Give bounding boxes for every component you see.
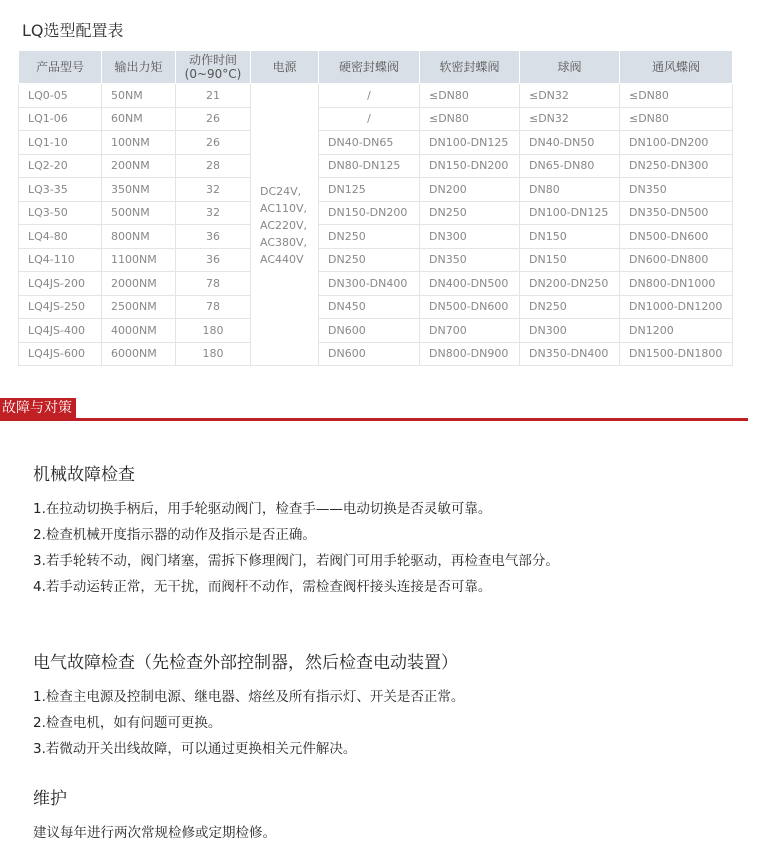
- cell-model: LQ3-50: [19, 201, 102, 225]
- cell-model: LQ0-05: [19, 84, 102, 108]
- table-row: [19, 225, 733, 249]
- table-row: [19, 295, 733, 319]
- cell-action-time: 28: [176, 154, 251, 178]
- cell-soft-seal: ≤DN80: [420, 107, 520, 131]
- table-header-row: [19, 51, 733, 84]
- table-row: [19, 342, 733, 366]
- table-row: [19, 107, 733, 131]
- power-line: AC220V,: [260, 219, 308, 232]
- cell-model: LQ4-80: [19, 225, 102, 249]
- cell-model: LQ4JS-400: [19, 319, 102, 343]
- cell-hard-seal: DN300-DN400: [319, 272, 420, 296]
- header-action-time: 动作时间 (0~90°C): [176, 51, 251, 84]
- cell-hard-seal: DN40-DN65: [319, 131, 420, 155]
- cell-hard-seal: DN600: [319, 319, 420, 343]
- cell-action-time: 180: [176, 319, 251, 343]
- cell-soft-seal: ≤DN80: [420, 84, 520, 108]
- cell-torque: 800NM: [102, 225, 176, 249]
- header-hard-seal: 硬密封蝶阀: [319, 51, 420, 84]
- header-soft-seal: 软密封蝶阀: [420, 51, 520, 84]
- maintenance-section: [33, 788, 276, 846]
- cell-ball-valve: DN250: [520, 295, 620, 319]
- cell-ball-valve: ≤DN32: [520, 84, 620, 108]
- cell-hard-seal: DN80-DN125: [319, 154, 420, 178]
- cell-ball-valve: DN300: [520, 319, 620, 343]
- table-row: [19, 178, 733, 202]
- cell-torque: 60NM: [102, 107, 176, 131]
- cell-soft-seal: DN800-DN900: [420, 342, 520, 366]
- cell-torque: 2000NM: [102, 272, 176, 296]
- cell-torque: 350NM: [102, 178, 176, 202]
- table-row: [19, 319, 733, 343]
- cell-action-time: 36: [176, 225, 251, 249]
- cell-vent-valve: ≤DN80: [620, 107, 733, 131]
- cell-action-time: 78: [176, 295, 251, 319]
- cell-model: LQ2-20: [19, 154, 102, 178]
- cell-action-time: 36: [176, 248, 251, 272]
- section-bar: [0, 398, 748, 420]
- cell-hard-seal: DN600: [319, 342, 420, 366]
- cell-ball-valve: DN40-DN50: [520, 131, 620, 155]
- cell-action-time: 32: [176, 201, 251, 225]
- cell-ball-valve: DN200-DN250: [520, 272, 620, 296]
- cell-soft-seal: DN500-DN600: [420, 295, 520, 319]
- cell-action-time: 32: [176, 178, 251, 202]
- cell-vent-valve: DN1500-DN1800: [620, 342, 733, 366]
- cell-vent-valve: DN500-DN600: [620, 225, 733, 249]
- mechanical-item: 3.若手轮转不动，阀门堵塞，需拆下修理阀门，若阀门可用手轮驱动，再检查电气部分。: [33, 553, 559, 569]
- cell-torque: 50NM: [102, 84, 176, 108]
- cell-action-time: 78: [176, 272, 251, 296]
- cell-torque: 2500NM: [102, 295, 176, 319]
- table-row: [19, 201, 733, 225]
- cell-model: LQ1-06: [19, 107, 102, 131]
- cell-hard-seal: DN150-DN200: [319, 201, 420, 225]
- cell-ball-valve: DN150: [520, 248, 620, 272]
- mechanical-item: 4.若手动运转正常，无干扰，而阀杆不动作，需检查阀杆接头连接是否可靠。: [33, 579, 492, 595]
- cell-hard-seal: /: [319, 84, 420, 108]
- cell-ball-valve: ≤DN32: [520, 107, 620, 131]
- cell-soft-seal: DN700: [420, 319, 520, 343]
- cell-torque: 1100NM: [102, 248, 176, 272]
- cell-soft-seal: DN250: [420, 201, 520, 225]
- cell-soft-seal: DN350: [420, 248, 520, 272]
- cell-vent-valve: DN800-DN1000: [620, 272, 733, 296]
- cell-torque: 6000NM: [102, 342, 176, 366]
- cell-action-time: 21: [176, 84, 251, 108]
- cell-soft-seal: DN300: [420, 225, 520, 249]
- table-row: [19, 131, 733, 155]
- cell-model: LQ3-35: [19, 178, 102, 202]
- cell-power: [251, 84, 319, 366]
- cell-ball-valve: DN350-DN400: [520, 342, 620, 366]
- power-line: AC380V,: [260, 236, 308, 249]
- cell-hard-seal: /: [319, 107, 420, 131]
- cell-soft-seal: DN200: [420, 178, 520, 202]
- electrical-section: [33, 652, 464, 762]
- cell-vent-valve: DN600-DN800: [620, 248, 733, 272]
- cell-action-time: 180: [176, 342, 251, 366]
- table-row: [19, 272, 733, 296]
- cell-ball-valve: DN150: [520, 225, 620, 249]
- section-divider: [0, 418, 748, 421]
- table-body: [19, 84, 733, 366]
- maintenance-title: 维护: [33, 789, 67, 809]
- table-row: [19, 154, 733, 178]
- cell-hard-seal: DN125: [319, 178, 420, 202]
- cell-ball-valve: DN100-DN125: [520, 201, 620, 225]
- table-title: LQ选型配置表: [22, 21, 124, 40]
- maintenance-item: 建议每年进行两次常规检修或定期检修。: [33, 825, 276, 841]
- cell-model: LQ4JS-250: [19, 295, 102, 319]
- table-row: [19, 84, 733, 108]
- cell-soft-seal: DN400-DN500: [420, 272, 520, 296]
- section-tag: 故障与对策: [0, 398, 76, 418]
- electrical-title: 电气故障检查（先检查外部控制器，然后检查电动装置）: [33, 653, 458, 673]
- cell-vent-valve: ≤DN80: [620, 84, 733, 108]
- header-torque: 输出力矩: [102, 51, 176, 84]
- mechanical-section: [33, 464, 559, 600]
- electrical-item: 2.检查电机，如有问题可更换。: [33, 715, 222, 731]
- cell-ball-valve: DN65-DN80: [520, 154, 620, 178]
- cell-torque: 200NM: [102, 154, 176, 178]
- header-model: 产品型号: [19, 51, 102, 84]
- cell-torque: 4000NM: [102, 319, 176, 343]
- power-line: DC24V,: [260, 185, 302, 198]
- cell-vent-valve: DN250-DN300: [620, 154, 733, 178]
- cell-vent-valve: DN100-DN200: [620, 131, 733, 155]
- cell-vent-valve: DN350-DN500: [620, 201, 733, 225]
- config-table: [18, 50, 733, 366]
- mechanical-title: 机械故障检查: [33, 465, 135, 485]
- cell-soft-seal: DN150-DN200: [420, 154, 520, 178]
- power-line: AC110V,: [260, 202, 308, 215]
- cell-hard-seal: DN250: [319, 248, 420, 272]
- cell-vent-valve: DN350: [620, 178, 733, 202]
- cell-soft-seal: DN100-DN125: [420, 131, 520, 155]
- header-vent-valve: 通风蝶阀: [620, 51, 733, 84]
- cell-torque: 500NM: [102, 201, 176, 225]
- header-power: 电源: [251, 51, 319, 84]
- cell-model: LQ4JS-600: [19, 342, 102, 366]
- cell-model: LQ4-110: [19, 248, 102, 272]
- cell-ball-valve: DN80: [520, 178, 620, 202]
- table-row: [19, 248, 733, 272]
- header-ball-valve: 球阀: [520, 51, 620, 84]
- cell-vent-valve: DN1000-DN1200: [620, 295, 733, 319]
- cell-hard-seal: DN450: [319, 295, 420, 319]
- cell-vent-valve: DN1200: [620, 319, 733, 343]
- cell-torque: 100NM: [102, 131, 176, 155]
- power-line: AC440V: [260, 253, 304, 266]
- mechanical-item: 2.检查机械开度指示器的动作及指示是否正确。: [33, 527, 316, 543]
- cell-hard-seal: DN250: [319, 225, 420, 249]
- cell-action-time: 26: [176, 131, 251, 155]
- mechanical-item: 1.在拉动切换手柄后，用手轮驱动阀门，检查手——电动切换是否灵敏可靠。: [33, 501, 492, 517]
- cell-model: LQ4JS-200: [19, 272, 102, 296]
- cell-action-time: 26: [176, 107, 251, 131]
- electrical-item: 3.若微动开关出线故障，可以通过更换相关元件解决。: [33, 741, 357, 757]
- cell-model: LQ1-10: [19, 131, 102, 155]
- electrical-item: 1.检查主电源及控制电源、继电器、熔丝及所有指示灯、开关是否正常。: [33, 689, 465, 705]
